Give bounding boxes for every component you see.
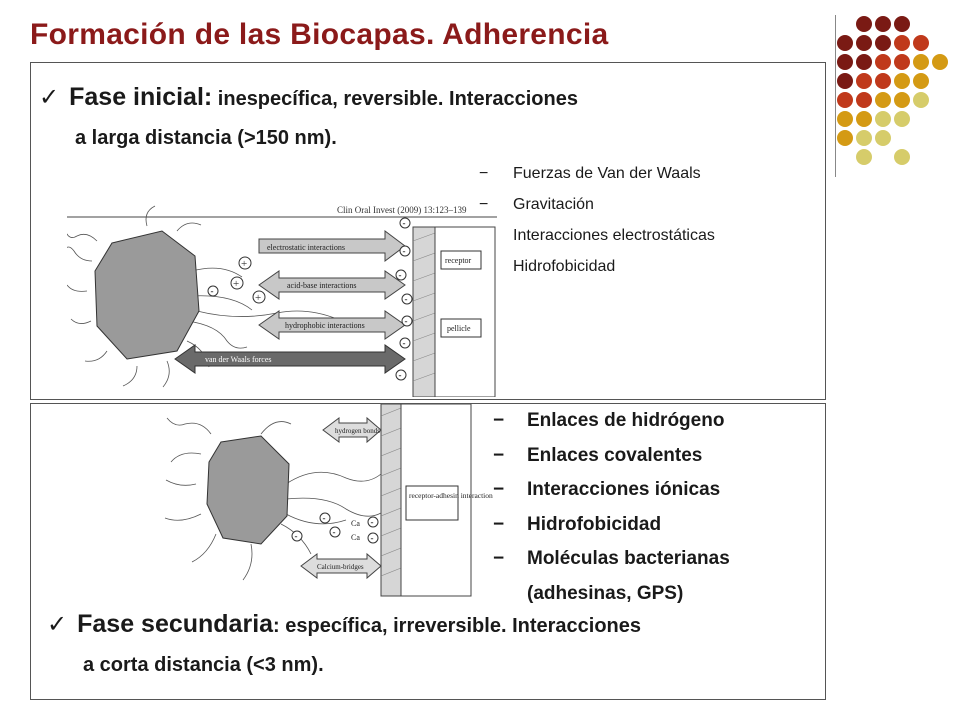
slide-title: Formación de las Biocapas. Adherencia xyxy=(30,18,609,51)
dot xyxy=(875,73,891,89)
initial-phase-heading xyxy=(39,83,578,112)
list-item: − Enlaces de hidrógeno xyxy=(493,410,730,445)
short-range-bonds-diagram xyxy=(111,404,511,604)
dot xyxy=(913,73,929,89)
dot xyxy=(856,92,872,108)
svg-text:+: + xyxy=(233,278,240,290)
svg-text:-: - xyxy=(398,370,402,380)
dot xyxy=(856,35,872,51)
positive-charges xyxy=(231,257,265,304)
dot xyxy=(913,35,929,51)
dot xyxy=(875,92,891,108)
receptor-adhesin-label: receptor-adhesin interaction xyxy=(409,491,493,500)
decorative-dot-grid xyxy=(840,10,950,160)
dot xyxy=(837,73,853,89)
secondary-phase-range: a corta distancia (<3 nm). xyxy=(83,654,324,676)
dot xyxy=(875,111,891,127)
negative-charges xyxy=(292,513,378,543)
list-item: − Moléculas bacterianas xyxy=(493,548,730,583)
svg-text:-: - xyxy=(402,246,406,256)
svg-text:+: + xyxy=(255,292,262,304)
svg-text:-: - xyxy=(402,338,406,348)
dot xyxy=(894,16,910,32)
dot xyxy=(894,111,910,127)
svg-text:-: - xyxy=(322,513,326,523)
dot xyxy=(856,130,872,146)
secondary-phase-panel xyxy=(30,403,826,700)
dot xyxy=(875,54,891,70)
dot xyxy=(837,35,853,51)
dot xyxy=(856,149,872,165)
secondary-bonds-list xyxy=(493,410,730,617)
checkmark-icon: ✓ xyxy=(39,84,60,111)
receptor-label: receptor xyxy=(445,256,472,265)
arrow-label: acid-base interactions xyxy=(287,281,357,290)
initial-forces-list xyxy=(479,165,715,289)
list-item: − Fuerzas de Van der Waals xyxy=(479,165,715,196)
svg-text:-: - xyxy=(210,286,214,296)
calcium-ion: Ca xyxy=(351,533,360,542)
initial-phase-name: Fase inicial: xyxy=(69,83,213,111)
arrow-label: hydrophobic interactions xyxy=(285,321,365,330)
dot xyxy=(856,73,872,89)
svg-text:-: - xyxy=(404,316,408,326)
checkmark-icon: ✓ xyxy=(47,611,68,638)
dot xyxy=(894,35,910,51)
arrow-label: electrostatic interactions xyxy=(267,243,345,252)
list-item: − Interacciones electrostáticas xyxy=(479,227,715,258)
dot xyxy=(894,54,910,70)
pellicle-layer xyxy=(381,404,401,596)
list-item: − Hidrofobicidad xyxy=(493,514,730,549)
initial-phase-description: inespecífica, reversible. Interacciones xyxy=(212,88,578,110)
pellicle-label: pellicle xyxy=(447,324,471,333)
svg-text:-: - xyxy=(370,533,374,543)
arrow-label: van der Waals forces xyxy=(205,355,272,364)
svg-text:+: + xyxy=(241,258,248,270)
calcium-ion: Ca xyxy=(351,519,360,528)
dot xyxy=(856,54,872,70)
dot xyxy=(875,16,891,32)
svg-text:-: - xyxy=(404,294,408,304)
dot xyxy=(894,73,910,89)
dot xyxy=(837,130,853,146)
dot xyxy=(913,92,929,108)
dot xyxy=(856,16,872,32)
list-item: − Enlaces covalentes xyxy=(493,445,730,480)
interaction-arrows xyxy=(175,231,405,373)
dot xyxy=(894,92,910,108)
secondary-phase-heading xyxy=(47,610,641,639)
dot xyxy=(837,54,853,70)
long-range-forces-diagram xyxy=(67,201,507,397)
arrow-label: hydrogen bonds xyxy=(335,427,380,435)
svg-text:-: - xyxy=(332,527,336,537)
list-item-continuation: (adhesinas, GPS) xyxy=(527,582,684,604)
list-item: − Interacciones iónicas xyxy=(493,479,730,514)
figure-citation: Clin Oral Invest (2009) 13:123–139 xyxy=(337,205,467,215)
dot xyxy=(837,111,853,127)
dot xyxy=(875,35,891,51)
dot xyxy=(837,92,853,108)
svg-text:-: - xyxy=(398,270,402,280)
dot xyxy=(875,130,891,146)
initial-phase-range: a larga distancia (>150 nm). xyxy=(75,127,337,149)
secondary-phase-description: : específica, irreversible. Interacciones xyxy=(273,615,642,637)
arrow-label: Calcium-bridges xyxy=(317,563,364,571)
secondary-phase-name: Fase secundaria xyxy=(77,610,274,638)
vertical-divider xyxy=(835,15,836,177)
dot xyxy=(856,111,872,127)
bacterium-cell xyxy=(95,231,199,359)
list-item: − Hidrofobicidad xyxy=(479,258,715,289)
list-item: − Gravitación xyxy=(479,196,715,227)
dot xyxy=(932,54,948,70)
svg-text:-: - xyxy=(370,517,374,527)
pellicle-layer xyxy=(413,227,435,397)
initial-phase-panel xyxy=(30,62,826,400)
bacterium-cell xyxy=(207,436,289,544)
svg-text:-: - xyxy=(402,218,406,228)
dot xyxy=(894,149,910,165)
dot xyxy=(913,54,929,70)
svg-text:-: - xyxy=(294,531,298,541)
